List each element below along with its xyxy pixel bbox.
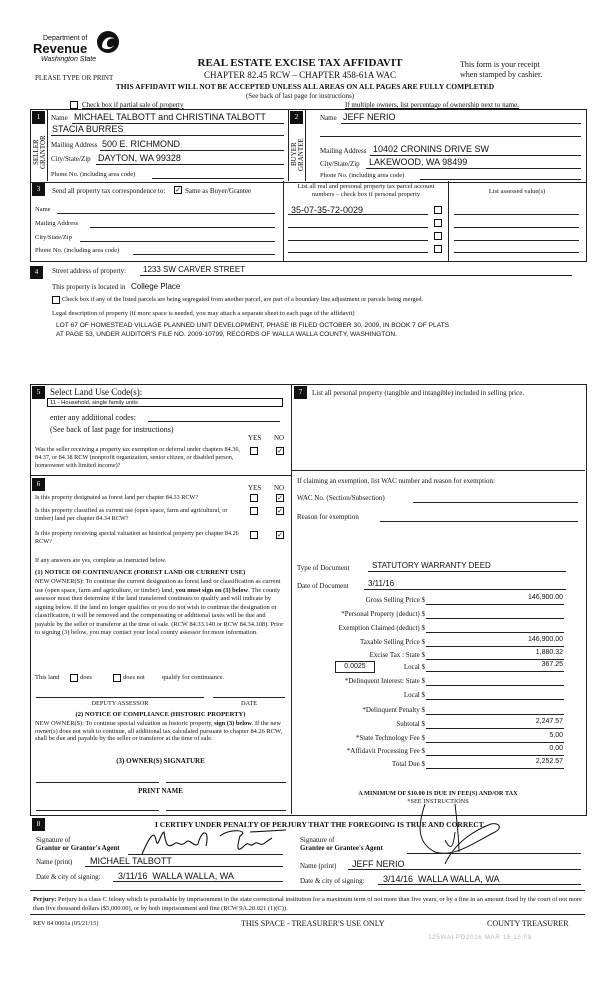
notice-continuance-title: (1) NOTICE OF CONTINUANCE (FOREST LAND OR CURRENT USE)	[35, 569, 246, 576]
owner-signature-field-1[interactable]	[36, 782, 159, 783]
current-use-question: Is this property classified as current use (open space, farm and agricultural, or timber) land per chapter 84.34 RCW?	[35, 507, 228, 522]
reason-exemption-label: Reason for exemption	[297, 513, 359, 521]
seller-mailing-label: Mailing Address	[51, 141, 98, 149]
seller-name2-field[interactable]: STACIA BURRES	[52, 124, 124, 134]
owner-signature-label: (3) OWNER(S) SIGNATURE	[116, 757, 205, 765]
qualify-label: qualify for continuance.	[162, 674, 225, 681]
grantee-sig-label-2: Grantee or Grantee's Agent	[300, 844, 383, 852]
seller-mailing-field[interactable]: 500 E. RICHMOND	[102, 139, 181, 149]
form-title: REAL ESTATE EXCISE TAX AFFIDAVIT	[197, 57, 403, 69]
partial-sale-checkbox[interactable]	[70, 101, 78, 109]
logo-line1: Department of	[43, 35, 88, 42]
seller-phone-label: Phone No. (including area code)	[51, 171, 136, 178]
same-as-buyer-label: Same as Buyer/Grantee	[185, 187, 252, 195]
exemption-yes-checkbox[interactable]	[250, 447, 258, 455]
seller-grantor-label: SELLER GRANTOR	[32, 135, 47, 170]
buyer-name-field[interactable]: JEFF NERIO	[343, 112, 396, 122]
logo-line2: Revenue	[33, 41, 88, 56]
seller-city-field[interactable]: DAYTON, WA 99328	[98, 153, 181, 163]
corr-city-label: City/State/Zip	[35, 234, 72, 241]
notice-compliance-title: (2) NOTICE OF COMPLIANCE (HISTORIC PROPERTY)	[75, 711, 246, 718]
receipt-line1: This form is your receipt	[460, 60, 540, 69]
land-does-not-checkbox[interactable]	[113, 674, 121, 682]
historic-question: Is this property receiving special valuation as historical property per chapter 84.26 RCW?	[35, 530, 239, 545]
seller-name-field[interactable]: MICHAEL TALBOTT and CHRISTINA TALBOTT	[74, 112, 266, 122]
parcel-number-1[interactable]: 35-07-35-72-0029	[291, 205, 364, 215]
certify-statement: I CERTIFY UNDER PENALTY OF PERJURY THAT THE FOREGOING IS TRUE AND CORRECT.	[154, 820, 485, 829]
assessed-value-4[interactable]	[454, 252, 579, 253]
doc-date-field[interactable]: 3/11/16	[368, 579, 395, 588]
parcel-number-3[interactable]	[288, 240, 428, 241]
parcel-number-2[interactable]	[288, 227, 428, 228]
amount-label: *Delinquent Penalty $	[362, 706, 425, 714]
forest-land-no-checkbox[interactable]: ✓	[277, 494, 283, 502]
grantor-name-label: Name (print)	[36, 858, 73, 866]
amount-label: Excise Tax : State $	[369, 651, 425, 659]
partial-sale-label: Check box if partial sale of property	[82, 101, 184, 109]
street-address-field[interactable]: 1233 SW CARVER STREET	[143, 265, 246, 274]
historic-yes-checkbox[interactable]	[250, 531, 258, 539]
amount-label: *Affidavit Processing Fee $	[346, 747, 425, 755]
amount-label: Local $	[403, 663, 425, 671]
assessed-value-1[interactable]	[454, 214, 579, 215]
assessor-date-label: DATE	[240, 700, 258, 707]
grantee-name-label: Name (print)	[300, 862, 337, 870]
wac-number-field[interactable]	[413, 502, 578, 503]
grantee-name-field[interactable]: JEFF NERIO	[352, 859, 405, 869]
section-2-badge: 2	[290, 111, 303, 124]
buyer-phone-field[interactable]	[420, 179, 581, 180]
land-does-label: does	[80, 674, 92, 681]
corr-mailing-field[interactable]	[90, 227, 275, 228]
please-type: PLEASE TYPE OR PRINT	[35, 74, 114, 82]
grantor-name-field[interactable]: MICHAEL TALBOTT	[90, 856, 172, 866]
section-4-badge: 4	[30, 266, 43, 279]
print-name-field-1[interactable]	[36, 810, 159, 811]
amount-label: Subtotal $	[396, 720, 425, 728]
corr-phone-label: Phone No. (including area code)	[35, 247, 120, 254]
section5-see-back: (See back of last page for instructions)	[50, 425, 174, 434]
street-address-label: Street address of property:	[52, 267, 127, 275]
segregated-checkbox[interactable]	[52, 296, 60, 304]
legal-description-label: Legal description of property (if more space is needed, you may attach a separate sheet to each page of the affidavit)	[52, 310, 355, 317]
grantor-sig-label-1: Signature of	[36, 836, 71, 844]
section-1-badge: 1	[32, 111, 45, 124]
corr-city-field[interactable]	[80, 241, 275, 242]
personal-property-checkbox-1[interactable]	[434, 206, 442, 214]
corr-name-field[interactable]	[57, 213, 275, 214]
section-7-badge: 7	[294, 386, 307, 399]
current-use-no-checkbox[interactable]: ✓	[277, 507, 283, 515]
subtotal-field[interactable]: 2,247.57	[535, 718, 563, 725]
wac-number-label: WAC No. (Section/Subsection)	[297, 494, 385, 502]
seller-phone-field[interactable]	[152, 178, 284, 179]
dor-logo	[33, 30, 123, 64]
affidavit-processing-fee-field[interactable]: 0.00	[549, 745, 563, 752]
historic-no-checkbox[interactable]: ✓	[277, 531, 283, 539]
grantor-sig-label-2: Grantor or Grantor's Agent	[36, 844, 120, 852]
amount-label: *State Technology Fee $	[355, 734, 425, 742]
buyer-name-label: Name	[320, 114, 337, 122]
personal-property-label: List all personal property (tangible and intangible) included in selling price.	[312, 389, 525, 397]
grantor-date-label: Date & city of signing:	[36, 873, 101, 881]
amount-label: Gross Selling Price $	[365, 596, 425, 604]
section-6-badge: 6	[32, 478, 45, 491]
print-name-label: PRINT NAME	[138, 787, 183, 795]
excise-tax-state-field[interactable]: 1,880.32	[535, 649, 563, 656]
exemption-question: Was the seller receiving a property tax exemption or deferral under chapters 84.36, 84.37, or 84.38 RCW (nonprofit organization, senior citizen, or disabled person, homeowner with limited income)?	[35, 446, 240, 469]
treasurer-use-label: THIS SPACE - TREASURER'S USE ONLY	[241, 919, 385, 928]
reason-exemption-field[interactable]	[380, 521, 578, 522]
minimum-due-note: A MINIMUM OF $10.00 IS DUE IN FEE(S) AND/OR TAX	[358, 790, 518, 797]
section-5-badge: 5	[32, 386, 45, 399]
section6-yes-header: YES	[248, 484, 262, 492]
buyer-city-field[interactable]: LAKEWOOD, WA 98499	[369, 157, 468, 167]
print-name-field-2[interactable]	[166, 810, 286, 811]
section-3-badge: 3	[32, 183, 45, 196]
located-in-label: This property is located in	[52, 283, 126, 291]
parcel-header: List all real and personal property tax parcel account numbers – check box if personal property	[297, 183, 435, 198]
warning-line: THIS AFFIDAVIT WILL NOT BE ACCEPTED UNLESS ALL AREAS ON ALL PAGES ARE FULLY COMPLETED	[115, 82, 495, 91]
personal-property-checkbox-2[interactable]	[434, 219, 442, 227]
amount-label: *Delinquent Interest: State $	[344, 677, 425, 685]
land-use-select[interactable]: 11 - Household, single family units	[47, 398, 283, 407]
assessed-header: List assessed value(s)	[488, 188, 546, 195]
forest-land-yes-checkbox[interactable]	[250, 494, 258, 502]
additional-codes-field[interactable]	[148, 421, 280, 422]
land-does-not-label: does not	[123, 674, 145, 681]
buyer-grantee-label: BUYER GRANTEE	[290, 138, 305, 171]
section5-yes-header: YES	[248, 434, 262, 442]
local-rate-field[interactable]: 0.0025	[335, 661, 375, 673]
doc-date-label: Date of Document	[297, 582, 349, 590]
amount-label: Local $	[403, 691, 425, 699]
notice-compliance-text: NEW OWNER(S): To continue special valuation as historic property, sign (3) below. If the new owner(s) does not wish to continue, all additional tax calculated pursuant to chapter 84.26 RCW, shall be due and payable by the seller or transferor at the time of sale.	[35, 720, 282, 742]
grantee-sig-label-1: Signature of	[300, 836, 335, 844]
amount-label: *Personal Property (deduct) $	[341, 610, 425, 618]
located-in-value[interactable]: College Place	[131, 282, 181, 291]
buyer-phone-label: Phone No. (including area code)	[320, 172, 405, 179]
amount-label: Total Due $	[392, 760, 425, 768]
personal-property-checkbox-3[interactable]	[434, 232, 442, 240]
perjury-notice: Perjury: Perjury is a class C felony which is punishable by imprisonment in the state correctional institution for a maximum term of not more than five years, or by a fine in an amount fixed by the court of not more than five thousand dollars ($5,000.00), or by both imprisonment and fine (RCW 9A.20.021 (1)(C)).	[33, 896, 582, 912]
excise-tax-local-field[interactable]: 367.25	[541, 661, 563, 668]
amount-label: Taxable Selling Price $	[359, 638, 425, 646]
treasurer-stamp: 125WALPD2016 MAR 15 15:08	[428, 934, 533, 941]
seller-name-label: Name	[51, 114, 68, 122]
form-number: REV 84 0001a (05/21/15)	[33, 920, 99, 927]
legal-description-line2[interactable]: AT PAGE 53, UNDER AUDITOR'S FILE NO. 2009-10799, RECORDS OF WALLA WALLA COUNTY, WASHINGTON.	[56, 331, 397, 338]
gross-selling-price-field[interactable]: 146,900.00	[527, 594, 563, 601]
total-due-field[interactable]: 2,252.57	[535, 758, 563, 765]
assessor-date-field[interactable]	[213, 697, 285, 698]
state-technology-fee-field[interactable]: 5.00	[549, 732, 563, 739]
deputy-assessor-label: DEPUTY ASSESSOR	[91, 700, 149, 707]
dor-swirl-icon	[96, 30, 120, 54]
amount-label: Exemption Claimed (deduct) $	[338, 624, 425, 632]
see-instructions-note: *SEE INSTRUCTIONS	[407, 798, 469, 805]
corr-phone-field[interactable]	[133, 254, 275, 255]
section-8-badge: 8	[32, 818, 45, 831]
this-land-label: This land	[35, 674, 60, 681]
buyer-city-label: City/State/Zip	[320, 160, 360, 168]
deputy-assessor-signature[interactable]	[36, 697, 204, 698]
assessed-value-2[interactable]	[454, 227, 579, 228]
parcel-number-4[interactable]	[288, 252, 428, 253]
assessed-value-3[interactable]	[454, 240, 579, 241]
if-yes-note: If any answers are yes, complete as instructed below.	[35, 557, 167, 564]
land-use-label: Select Land Use Code(s):	[50, 387, 143, 397]
land-does-checkbox[interactable]	[70, 674, 78, 682]
doc-type-label: Type of Document	[297, 564, 350, 572]
county-treasurer-label: COUNTY TREASURER	[487, 919, 569, 928]
buyer-mailing-label: Mailing Address	[320, 147, 367, 155]
owner-signature-field-2[interactable]	[166, 782, 286, 783]
multiple-owners-note: If multiple owners, list percentage of ownership next to name.	[345, 101, 519, 109]
grantor-date-field[interactable]: 3/11/16 WALLA WALLA, WA	[118, 871, 234, 881]
exemption-claim-label: If claiming an exemption, list WAC number and reason for exemption:	[297, 477, 495, 485]
send-correspondence-label: Send all property tax correspondence to:	[52, 187, 166, 195]
notice-continuance-text: NEW OWNER(S): To continue the current designation as forest land or classification as current use (open space, farm and agriculture, or timber) land, you must sign on (3) below. The county assessor must then determine if the land transferred continues to qualify and will indicate by signing below. If the land no longer qualifies or you do not wish to continue the designation or classification, it will be removed and the compensating or additional taxes will be due and payable by the seller or transferor at the time of sale. (RCW 84.33.140 or RCW 84.34.108). Prior to signing (3) below, you may contact your local county assessor for more information.	[35, 578, 284, 636]
taxable-selling-price-field[interactable]: 146,900.00	[527, 636, 563, 643]
logo-line3: Washington State	[41, 56, 97, 63]
receipt-line2: when stamped by cashier.	[460, 70, 543, 79]
additional-codes-label: enter any additional codes:	[50, 413, 136, 422]
doc-type-field[interactable]: STATUTORY WARRANTY DEED	[372, 561, 491, 570]
exemption-no-checkbox[interactable]: ✓	[277, 447, 283, 455]
corr-name-label: Name	[35, 206, 51, 213]
current-use-yes-checkbox[interactable]	[250, 507, 258, 515]
corr-mailing-label: Mailing Address	[35, 220, 79, 227]
buyer-mailing-field[interactable]: 10402 CRONINS DRIVE SW	[373, 144, 490, 154]
grantee-signature[interactable]	[395, 802, 525, 872]
same-as-buyer-checkbox[interactable]: ✓	[175, 186, 181, 194]
see-back-line: (See back of last page for instructions)	[245, 92, 355, 100]
seller-city-label: City/State/Zip	[51, 155, 91, 163]
buyer-name2-field[interactable]	[320, 136, 581, 137]
chapter-line: CHAPTER 82.45 RCW – CHAPTER 458-61A WAC	[204, 70, 396, 80]
section6-no-header: NO	[274, 484, 285, 492]
legal-description-line1[interactable]: LOT 67 OF HOMESTEAD VILLAGE PLANNED UNIT DEVELOPMENT, PHASE IB FILED OCTOBER 30, 2009, IN BOOK 7 OF PLATS	[56, 322, 450, 329]
grantee-date-label: Date & city of signing:	[300, 877, 365, 885]
personal-property-checkbox-4[interactable]	[434, 245, 442, 253]
section5-no-header: NO	[274, 434, 285, 442]
segregated-label: Check box if any of the listed parcels are being segregated from another parcel, are part of a boundary line adjustment or parcels being merged.	[62, 296, 424, 303]
forest-land-question: Is this property designated as forest land per chapter 84.33 RCW?	[35, 494, 199, 501]
grantee-date-field[interactable]: 3/14/16 WALLA WALLA, WA	[383, 874, 500, 884]
